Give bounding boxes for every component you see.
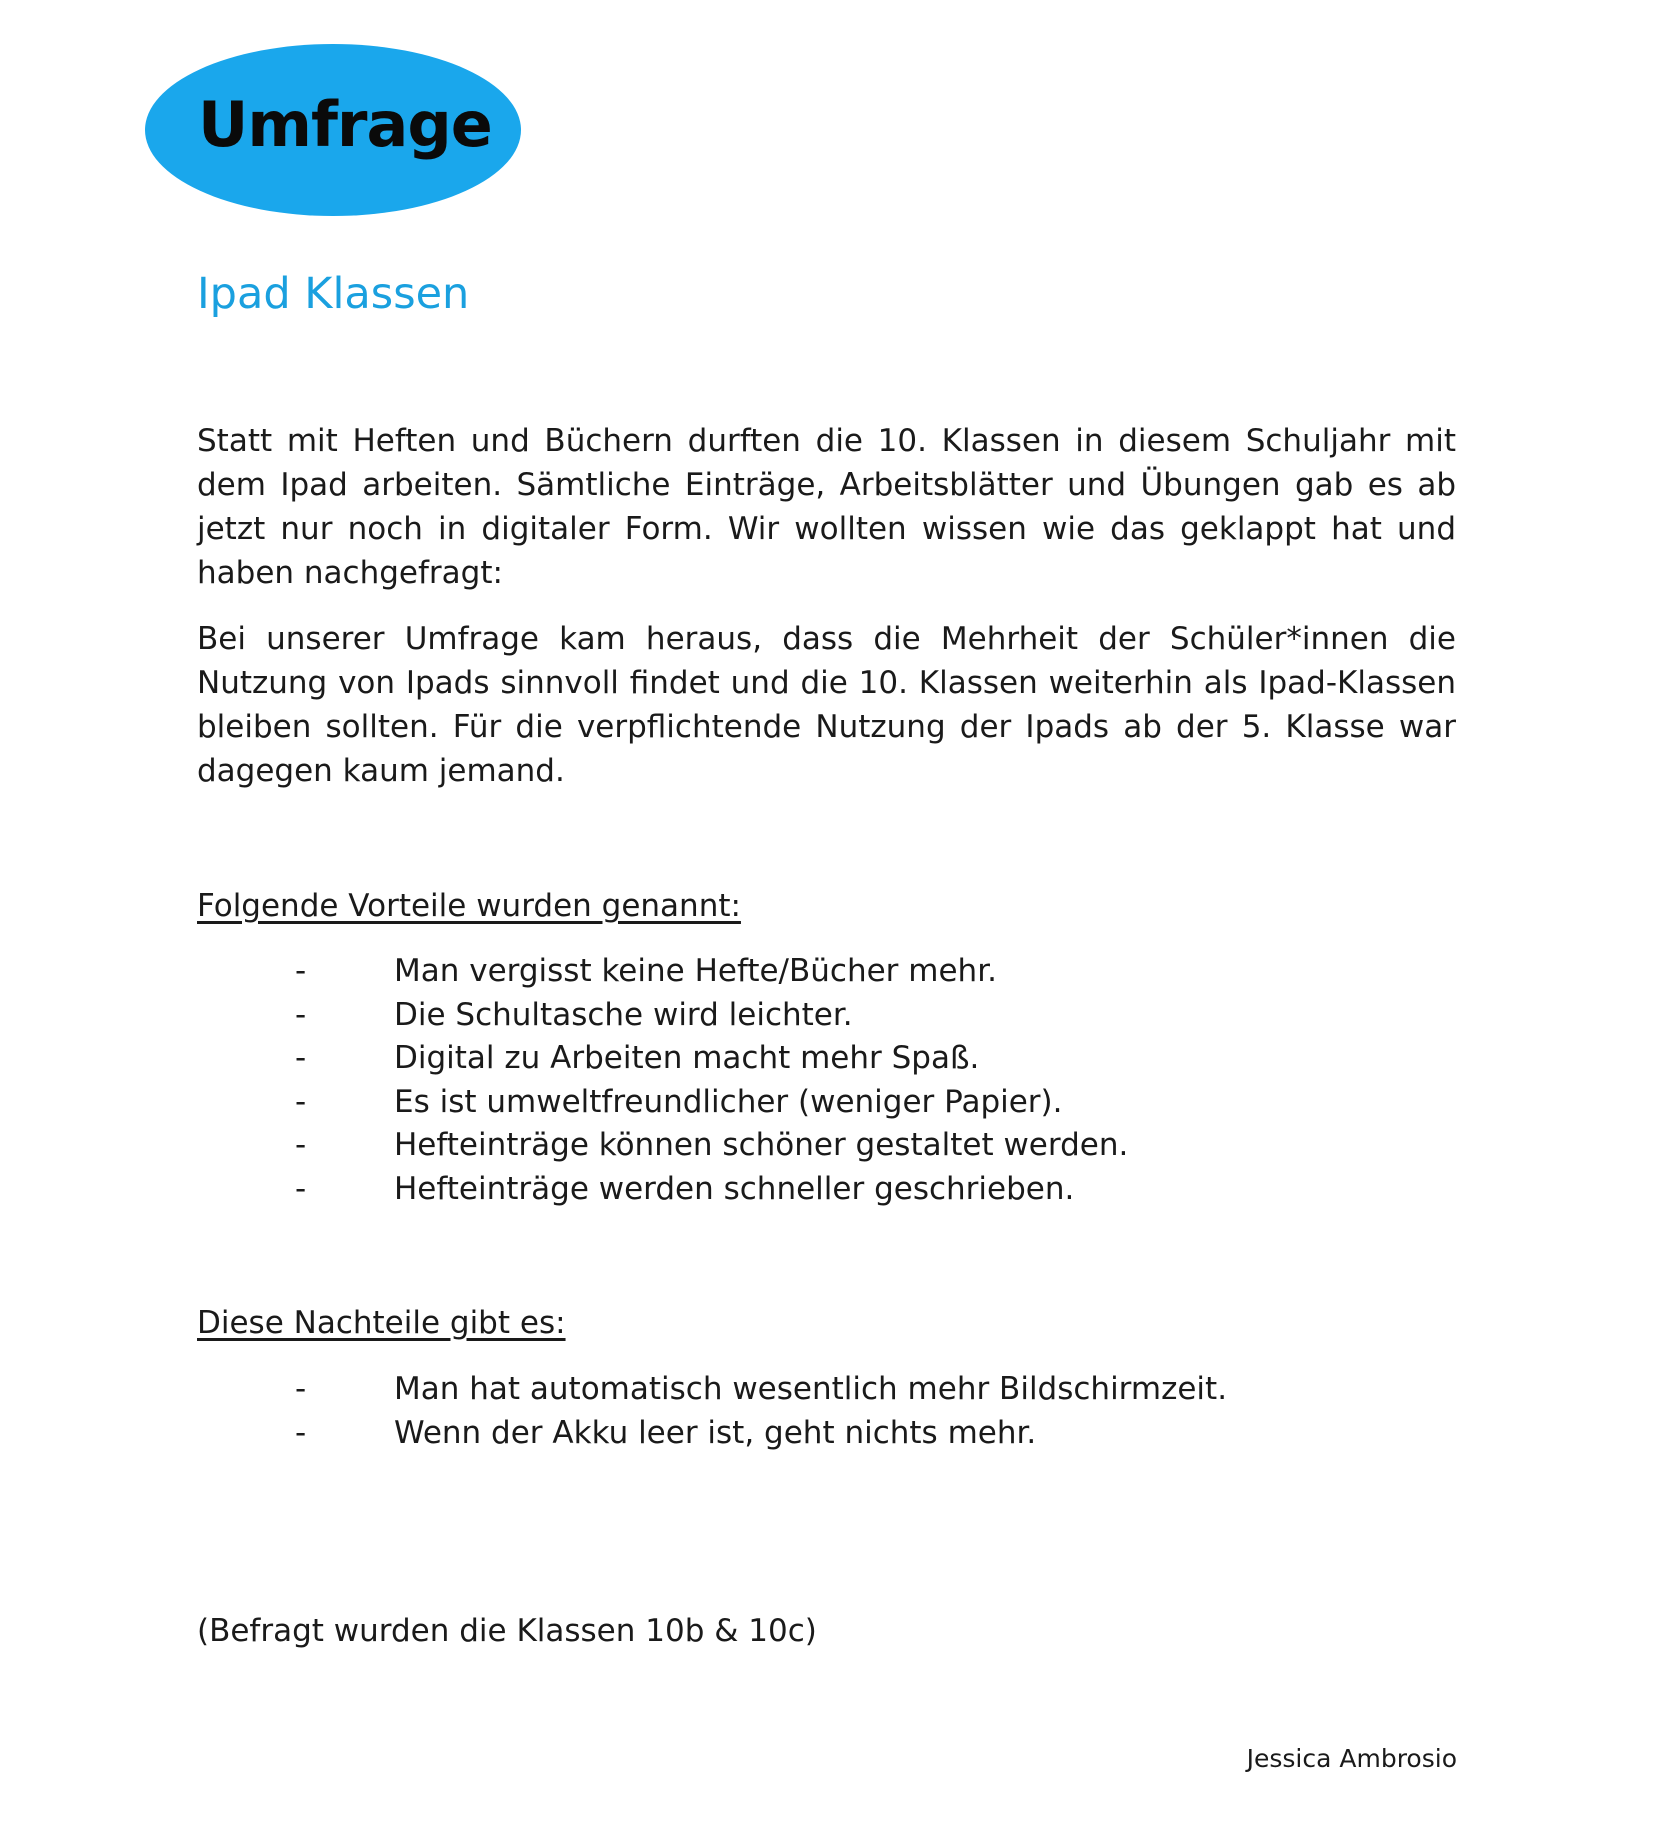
bullet-dash: - <box>295 1040 307 1077</box>
list-item <box>197 1037 1128 1081</box>
bullet-dash: - <box>295 1371 307 1407</box>
list-item-text: Die Schultasche wird leichter. <box>394 996 853 1033</box>
list-item <box>197 1368 1227 1412</box>
list-item <box>197 1081 1128 1125</box>
list-item <box>197 994 1128 1038</box>
bullet-dash: - <box>295 1414 307 1451</box>
page-title: Umfrage <box>198 88 492 161</box>
list-item-text: Digital zu Arbeiten macht mehr Spaß. <box>394 1040 980 1077</box>
list-item-text: Es ist umweltfreundlicher (weniger Papier). <box>394 1083 1063 1120</box>
list-item-text: Wenn der Akku leer ist, geht nichts mehr. <box>394 1414 1037 1451</box>
list-item-text: Hefteinträge können schöner gestaltet werden. <box>394 1127 1129 1164</box>
bullet-dash: - <box>295 1170 307 1207</box>
cons-list <box>197 1368 1227 1455</box>
bullet-dash: - <box>295 1127 307 1164</box>
article-subtitle: Ipad Klassen <box>197 269 470 319</box>
result-paragraph: Bei unserer Umfrage kam heraus, dass die Mehrheit der Schüler*innen die Nutzung von Ipads sinnvoll findet und die 10. Klassen weiterhin als Ipad-Klassen bleiben sollten. Für die verpflichtende Nutzung der Ipads ab der 5. Klasse war dagegen kaum jemand. <box>197 621 1456 789</box>
list-item <box>197 1124 1128 1168</box>
pros-list <box>197 950 1128 1212</box>
bullet-dash: - <box>295 996 307 1033</box>
bullet-dash: - <box>295 953 307 989</box>
list-item <box>197 1168 1128 1212</box>
pros-heading: Folgende Vorteile wurden genannt: <box>197 888 741 924</box>
list-item-text: Man hat automatisch wesentlich mehr Bildschirmzeit. <box>394 1371 1228 1407</box>
bullet-dash: - <box>295 1083 307 1120</box>
list-item <box>197 1412 1227 1456</box>
survey-footnote: (Befragt wurden die Klassen 10b & 10c) <box>197 1613 817 1649</box>
list-item-text: Man vergisst keine Hefte/Bücher mehr. <box>394 953 997 989</box>
list-item-text: Hefteinträge werden schneller geschrieben. <box>394 1170 1075 1207</box>
intro-paragraph: Statt mit Heften und Büchern durften die 10. Klassen in diesem Schuljahr mit dem Ipad arbeiten. Sämtliche Einträge, Arbeitsblätter und Übungen gab es ab jetzt nur noch in digitaler Form. Wir wollten wissen wie das geklappt hat und haben nachgefragt: <box>197 423 1456 591</box>
author-name: Jessica Ambrosio <box>1246 1744 1457 1773</box>
cons-heading: Diese Nachteile gibt es: <box>197 1305 566 1341</box>
list-item <box>197 950 1128 994</box>
